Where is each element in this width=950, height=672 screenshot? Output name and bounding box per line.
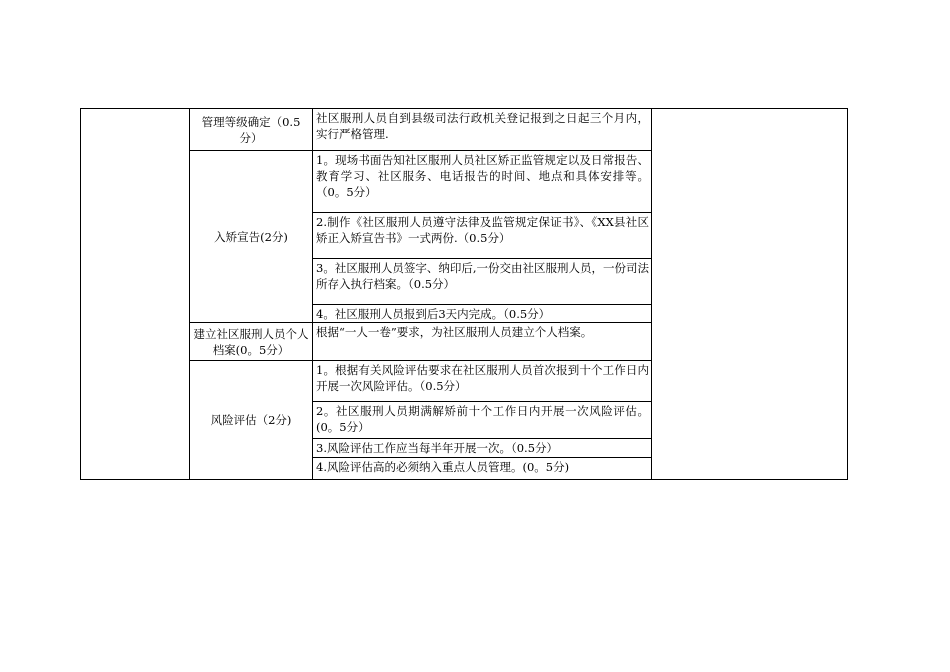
category-entry-announcement [189, 150, 313, 323]
requirement-text: 社区服刑人员自到县级司法行政机关登记报到之日起三个月内，实行严格管理. [316, 111, 649, 141]
table-left-column [80, 108, 190, 480]
category-label: 建立社区服刑人员个人档案(0。5分） [193, 326, 309, 357]
requirement-text: 4。社区服刑人员报到后3天内完成。（0.5分） [316, 307, 551, 321]
requirement-text: 3。社区服刑人员签字、纳印后,一份交由社区服刑人员，一份司法所存入执行档案。（0.5分） [316, 261, 649, 291]
category-label: 风险评估（2分) [210, 413, 292, 427]
requirement-entry-2 [312, 212, 652, 259]
requirement-personal-file [312, 322, 652, 361]
requirement-risk-1 [312, 360, 652, 402]
requirement-entry-1 [312, 150, 652, 213]
category-management-level [189, 108, 313, 151]
requirement-entry-4 [312, 304, 652, 323]
requirement-text: 3.风险评估工作应当每半年开展一次。（0.5分） [316, 441, 559, 455]
requirement-text: 根据“一人一卷”要求，为社区服刑人员建立个人档案。 [316, 325, 593, 339]
requirement-risk-4 [312, 457, 652, 480]
category-risk-assessment [189, 360, 313, 480]
category-label: 管理等级确定（0.5分） [201, 114, 301, 145]
requirement-text: 4.风险评估高的必须纳入重点人员管理。(0。5分) [316, 460, 570, 474]
requirement-text: 2。社区服刑人员期满解矫前十个工作日内开展一次风险评估。(0。5分） [316, 404, 649, 434]
requirement-text: 2.制作《社区服刑人员遵守法律及监管规定保证书》、《XX县社区矫正入矫宣告书》一式两份.（0.5分） [316, 215, 649, 245]
requirement-risk-3 [312, 438, 652, 458]
requirement-entry-3 [312, 258, 652, 305]
requirement-text: 1。现场书面告知社区服刑人员社区矫正监管规定以及日常报告、教育学习、社区服务、电话报告的时间、地点和具体安排等。（0。5分） [316, 153, 649, 199]
category-label: 入矫宣告(2分) [214, 229, 288, 244]
requirement-text: 1。根据有关风险评估要求在社区服刑人员首次报到十个工作日内开展一次风险评估。（0.5分） [316, 363, 649, 393]
requirement-risk-2 [312, 401, 652, 439]
requirement-management-level [312, 108, 652, 151]
category-personal-file [189, 322, 313, 361]
table-right-column [651, 108, 848, 480]
